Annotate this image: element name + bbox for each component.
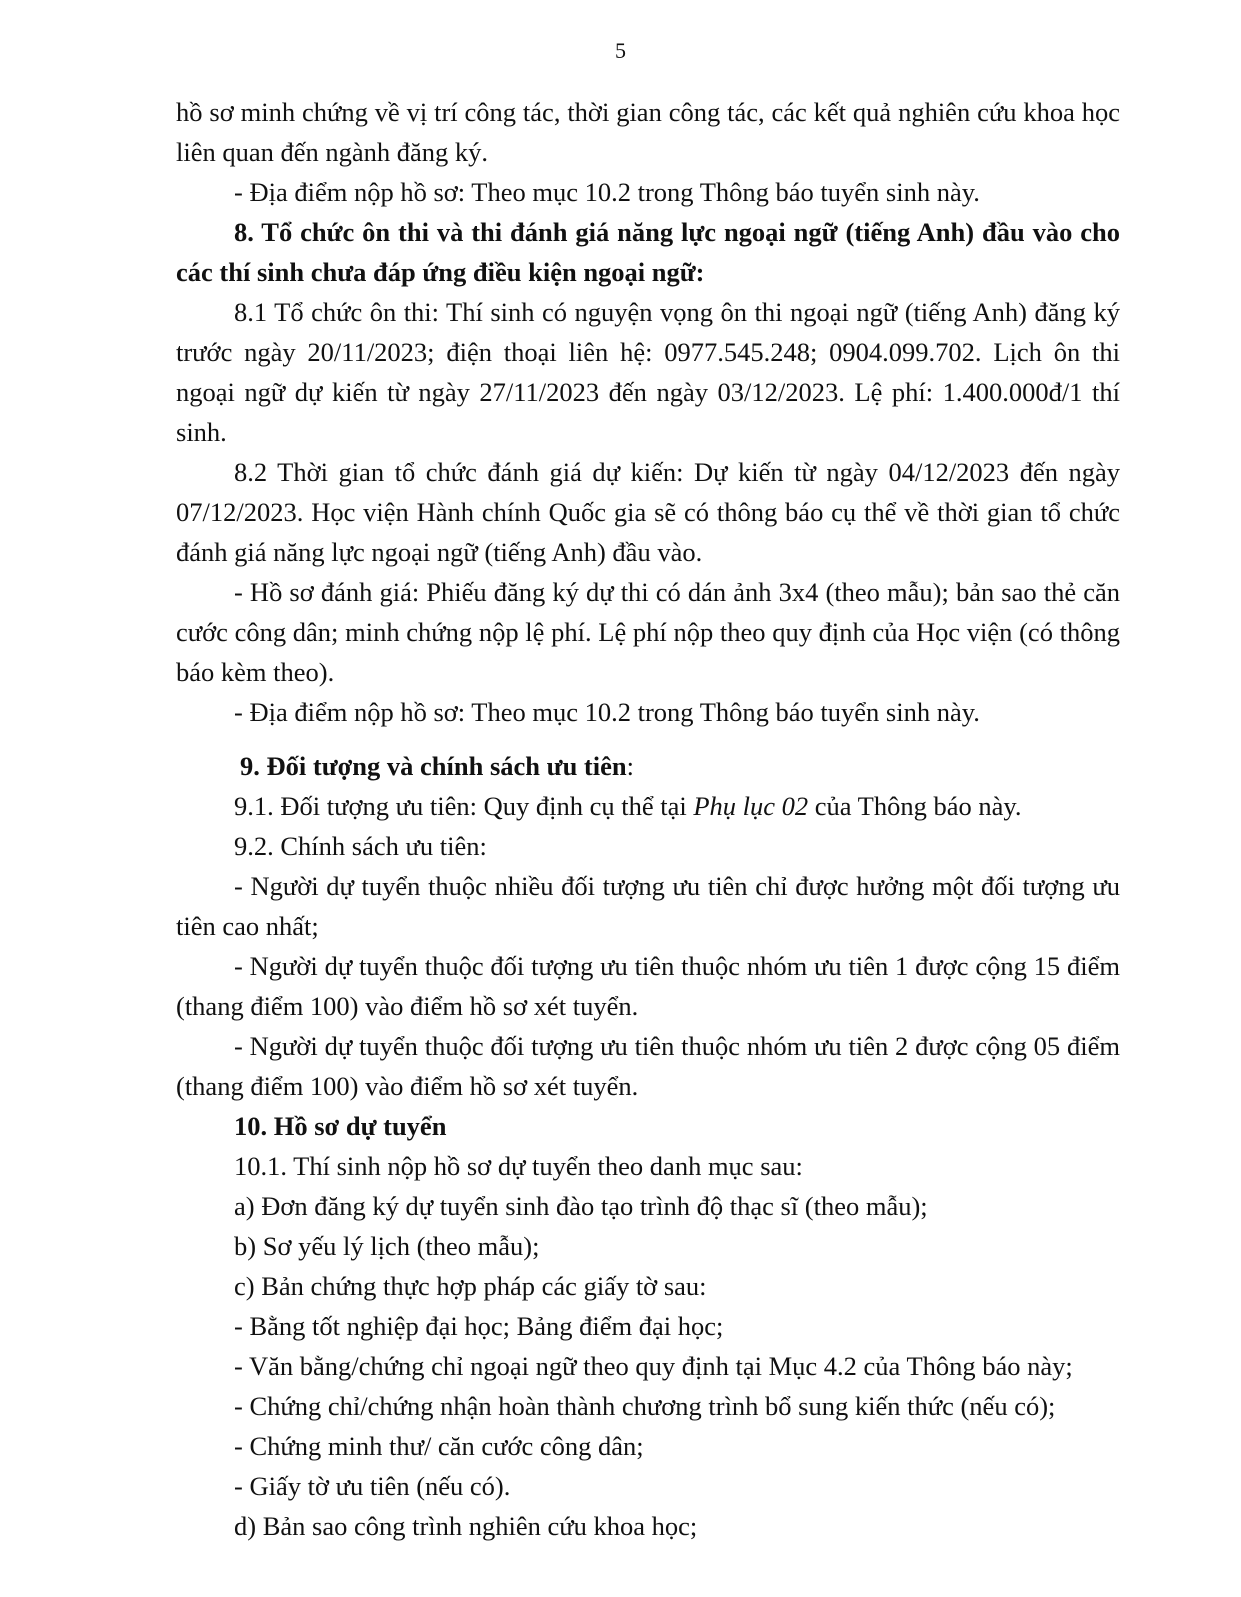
document-body: [176, 92, 1120, 1546]
paragraph-8-2: 8.2 Thời gian tổ chức đánh giá dự kiến: Dự kiến từ ngày 04/12/2023 đến ngày 07/12/2023. Học viện Hành chính Quốc gia sẽ có thông báo cụ thể về thời gian tổ chức đánh giá năng lực ngoại ngữ (tiếng Anh) đầu vào.: [176, 457, 1120, 567]
paragraph-8-1: 8.1 Tổ chức ôn thi: Thí sinh có nguyện vọng ôn thi ngoại ngữ (tiếng Anh) đăng ký trước ngày 20/11/2023; điện thoại liên hệ: 0977.545.248; 0904.099.702. Lịch ôn thi ngoại ngữ dự kiến từ ngày 27/11/2023 đến ngày 03/12/2023. Lệ phí: 1.400.000đ/1 thí sinh.: [176, 297, 1120, 447]
paragraph-8-assessment-docs: - Hồ sơ đánh giá: Phiếu đăng ký dự thi có dán ảnh 3x4 (theo mẫu); bản sao thẻ căn cước công dân; minh chứng nộp lệ phí. Lệ phí nộp theo quy định của Học viện (có thông báo kèm theo).: [176, 577, 1120, 687]
paragraph-8-submission-location: - Địa điểm nộp hồ sơ: Theo mục 10.2 trong Thông báo tuyển sinh này.: [234, 697, 980, 727]
list-item-10-d: d) Bản sao công trình nghiên cứu khoa học;: [234, 1511, 698, 1541]
heading-section-9-colon: :: [626, 751, 634, 781]
heading-section-9: [176, 746, 1120, 786]
list-item-10-c-5: - Giấy tờ ưu tiên (nếu có).: [234, 1471, 511, 1501]
list-item-10-c-4: - Chứng minh thư/ căn cước công dân;: [234, 1431, 644, 1461]
paragraph-continuation: hồ sơ minh chứng về vị trí công tác, thời gian công tác, các kết quả nghiên cứu khoa học liên quan đến ngành đăng ký.: [176, 97, 1120, 167]
list-item-10-c: c) Bản chứng thực hợp pháp các giấy tờ sau:: [234, 1271, 707, 1301]
appendix-reference: Phụ lục 02: [693, 791, 809, 821]
list-item-10-c-3: - Chứng chỉ/chứng nhận hoàn thành chương trình bổ sung kiến thức (nếu có);: [234, 1391, 1056, 1421]
paragraph-submission-location: - Địa điểm nộp hồ sơ: Theo mục 10.2 trong Thông báo tuyển sinh này.: [234, 177, 980, 207]
paragraph-9-1: [176, 786, 1120, 826]
paragraph-9-priority-1: - Người dự tuyển thuộc nhiều đối tượng ưu tiên chỉ được hưởng một đối tượng ưu tiên cao nhất;: [176, 871, 1120, 941]
heading-section-9-title: 9. Đối tượng và chính sách ưu tiên: [240, 751, 627, 781]
heading-section-10: 10. Hồ sơ dự tuyển: [234, 1111, 447, 1141]
paragraph-9-2: 9.2. Chính sách ưu tiên:: [234, 831, 487, 861]
list-item-10-b: b) Sơ yếu lý lịch (theo mẫu);: [234, 1231, 540, 1261]
page-number: 5: [615, 38, 626, 63]
list-item-10-c-1: - Bằng tốt nghiệp đại học; Bảng điểm đại học;: [234, 1311, 724, 1341]
list-item-10-c-2: - Văn bằng/chứng chỉ ngoại ngữ theo quy định tại Mục 4.2 của Thông báo này;: [234, 1351, 1073, 1381]
paragraph-9-priority-3: - Người dự tuyển thuộc đối tượng ưu tiên thuộc nhóm ưu tiên 2 được cộng 05 điểm (thang điểm 100) vào điểm hồ sơ xét tuyển.: [176, 1031, 1120, 1101]
paragraph-9-1-text: 9.1. Đối tượng ưu tiên: Quy định cụ thể tại: [234, 791, 694, 821]
heading-section-8: 8. Tổ chức ôn thi và thi đánh giá năng lực ngoại ngữ (tiếng Anh) đầu vào cho các thí sinh chưa đáp ứng điều kiện ngoại ngữ:: [176, 217, 1120, 287]
paragraph-10-1: 10.1. Thí sinh nộp hồ sơ dự tuyển theo danh mục sau:: [234, 1151, 803, 1181]
list-item-10-a: a) Đơn đăng ký dự tuyển sinh đào tạo trình độ thạc sĩ (theo mẫu);: [234, 1191, 928, 1221]
paragraph-9-priority-2: - Người dự tuyển thuộc đối tượng ưu tiên thuộc nhóm ưu tiên 1 được cộng 15 điểm (thang điểm 100) vào điểm hồ sơ xét tuyển.: [176, 951, 1120, 1021]
paragraph-9-1-tail: của Thông báo này.: [808, 791, 1022, 821]
